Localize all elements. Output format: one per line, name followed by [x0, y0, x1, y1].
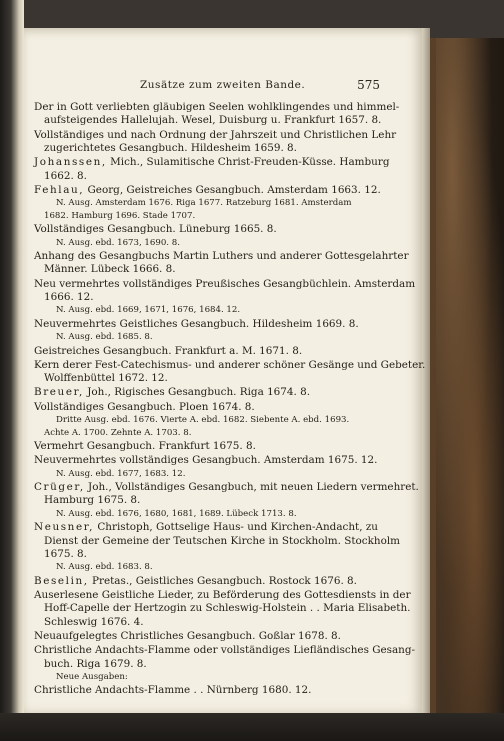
entry-text: Neuaufgelegtes Christliches Gesangbuch. Goßlar 1678. 8.	[34, 630, 341, 643]
entry-line	[34, 440, 390, 453]
entry-line	[34, 372, 390, 385]
bibliography-entry	[34, 277, 416, 317]
entry-line	[34, 481, 419, 494]
entry-line	[34, 616, 390, 629]
bibliography-entry	[34, 454, 390, 480]
entry-line	[34, 223, 390, 236]
entry-line	[34, 263, 390, 276]
edition-note-line	[34, 304, 390, 317]
bibliography-entry	[34, 589, 411, 629]
entry-line	[34, 101, 400, 114]
entry-line	[34, 644, 416, 657]
entry-line	[34, 575, 390, 588]
edition-note-line	[34, 671, 390, 684]
entry-line	[34, 128, 397, 142]
entry-line	[34, 589, 411, 602]
bibliography-entry	[34, 575, 390, 588]
entry-text: Neuvermehrtes Geistliches Gesangbuch. Hildesheim 1669. 8.	[34, 317, 359, 330]
author-name: Fehlau,	[34, 183, 85, 196]
entry-text: 1682. Hamburg 1696. Stade 1707.	[44, 210, 196, 221]
bibliography-entry	[34, 630, 390, 643]
entry-line	[34, 602, 411, 615]
bibliography-entry	[34, 644, 416, 683]
entry-line	[34, 534, 401, 548]
bibliography-entry	[34, 386, 390, 399]
entry-text: 1662. 8.	[44, 169, 87, 182]
edition-note-line	[34, 331, 390, 344]
running-head: Zusätze zum zweiten Bande.	[140, 79, 306, 91]
entry-line	[34, 291, 390, 304]
entry-text: Neue Ausgaben:	[56, 672, 128, 683]
page-number: 575	[357, 78, 380, 92]
author-name: Neusner,	[34, 521, 95, 534]
entry-text: Vollständiges Gesangbuch. Lüneburg 1665. 8.	[34, 223, 277, 236]
author-name: Beselin,	[34, 574, 89, 587]
entry-text: Pretas., Geistliches Gesangbuch. Rostock 1676. 8.	[88, 574, 357, 587]
edition-note-line	[34, 468, 390, 481]
entry-line	[34, 684, 390, 697]
author-name: Crüger,	[34, 481, 85, 494]
entry-text: N. Ausg. ebd. 1669, 1671, 1676, 1684. 12.	[56, 305, 241, 316]
entry-text: N. Ausg. ebd. 1673, 1690. 8.	[56, 237, 180, 248]
entry-line	[34, 401, 390, 414]
entry-text: Wolffenbüttel 1672. 12.	[44, 372, 168, 385]
bibliography-list	[34, 101, 426, 699]
entry-line	[34, 454, 390, 467]
entry-line	[34, 494, 390, 507]
background-surface	[0, 713, 504, 741]
entry-text: Geistreiches Gesangbuch. Frankfurt a. M. 1671. 8.	[34, 344, 303, 357]
entry-text: N. Ausg. ebd. 1683. 8.	[56, 562, 153, 573]
entry-text: Hamburg 1675. 8.	[44, 494, 141, 507]
author-name: Johanssen,	[34, 156, 107, 169]
entry-text: zugerichtetes Gesangbuch. Hildesheim 1659. 8.	[44, 142, 297, 155]
entry-text: Neu vermehrtes vollständiges Preußisches Gesangbüchlein. Amsterdam	[34, 277, 416, 290]
entry-text: 1666. 12.	[44, 291, 94, 304]
entry-text: buch. Riga 1679. 8.	[44, 657, 147, 670]
edition-note-line	[34, 210, 390, 223]
entry-text: Kern derer Fest-Catechismus- und anderer schöner Gesänge und Gebeter.	[34, 358, 426, 371]
entry-text: Christoph, Gottselige Haus- und Kirchen-Andacht, zu	[94, 521, 378, 534]
bibliography-entry	[34, 345, 390, 358]
entry-text: Hoff-Capelle der Hertzogin zu Schleswig-Holstein . . Maria Elisabeth.	[44, 602, 411, 615]
entry-text: Neuvermehrtes vollständiges Gesangbuch. Amsterdam 1675. 12.	[34, 454, 378, 467]
entry-text: N. Ausg. ebd. 1677, 1683. 12.	[56, 468, 186, 479]
entry-text: N. Ausg. ebd. 1676, 1680, 1681, 1689. Lübeck 1713. 8.	[56, 508, 297, 519]
entry-text: Dritte Ausg. ebd. 1676. Vierte A. ebd. 1682. Siebente A. ebd. 1693.	[56, 415, 350, 426]
edition-note-line	[34, 237, 390, 250]
cover-binding	[430, 38, 436, 713]
page-header	[40, 79, 380, 95]
entry-text: Vollständiges und nach Ordnung der Jahrszeit und Christlichen Lehr	[34, 128, 397, 141]
entry-line	[34, 170, 390, 183]
entry-text: Joh., Rigisches Gesangbuch. Riga 1674. 8.	[83, 386, 311, 399]
entry-line	[34, 277, 416, 291]
edition-note-line	[34, 414, 390, 427]
entry-line	[34, 358, 426, 372]
entry-line	[34, 345, 390, 358]
entry-line	[34, 521, 390, 534]
entry-line	[34, 250, 409, 263]
entry-text: Achte A. 1700. Zehnte A. 1703. 8.	[44, 427, 192, 438]
bibliography-entry	[34, 223, 390, 249]
entry-line	[34, 142, 390, 155]
bibliography-entry	[34, 684, 390, 697]
entry-text: Schleswig 1676. 4.	[44, 615, 144, 628]
bibliography-entry	[34, 481, 419, 520]
entry-line	[34, 114, 390, 127]
edition-note-line	[34, 561, 390, 574]
entry-text: Männer. Lübeck 1666. 8.	[44, 263, 176, 276]
bibliography-entry	[34, 128, 397, 156]
entry-text: Georg, Geistreiches Gesangbuch. Amsterdam 1663. 12.	[84, 183, 381, 196]
entry-text: Vollständiges Gesangbuch. Ploen 1674. 8.	[34, 400, 255, 413]
entry-text: Mich., Sulamitische Christ-Freuden-Küsse. Hamburg	[106, 156, 390, 169]
entry-text: Dienst der Gemeine der Teutschen Kirche in Stockholm. Stockholm	[44, 534, 401, 547]
bibliography-entry	[34, 440, 390, 453]
edition-note-line	[34, 508, 390, 521]
edition-note-line	[34, 197, 390, 210]
entry-text: N. Ausg. ebd. 1685. 8.	[56, 332, 153, 343]
entry-text: Auserlesene Geistliche Lieder, zu Beförderung des Gottesdiensts in der	[34, 589, 411, 602]
entry-line	[34, 184, 390, 197]
entry-text: N. Ausg. Amsterdam 1676. Riga 1677. Ratzeburg 1681. Amsterdam	[56, 198, 352, 209]
entry-text: Christliche Andachts-Flamme . . Nürnberg 1680. 12.	[34, 684, 312, 697]
entry-text: 1675. 8.	[44, 548, 87, 561]
entry-line	[34, 318, 390, 331]
bibliography-entry	[34, 101, 400, 128]
bibliography-entry	[34, 318, 390, 344]
entry-line	[34, 658, 390, 671]
entry-line	[34, 548, 390, 561]
entry-line	[34, 630, 390, 643]
entry-text: Joh., Vollständiges Gesangbuch, mit neuen Liedern vermehret.	[84, 481, 419, 494]
bibliography-entry	[34, 156, 390, 183]
entry-text: Christliche Andachts-Flamme oder vollständiges Liefländisches Gesang-	[34, 644, 416, 657]
entry-text: Der in Gott verliebten gläubigen Seelen wohlklingendes und himmel-	[34, 101, 400, 113]
bibliography-entry	[34, 358, 426, 386]
entry-line	[34, 156, 390, 169]
edition-note-line	[34, 427, 390, 440]
bibliography-entry	[34, 521, 401, 574]
author-name: Breuer,	[34, 386, 84, 399]
book-cover	[430, 38, 504, 713]
entry-line	[34, 386, 390, 399]
entry-text: aufsteigendes Hallelujah. Wesel, Duisburg u. Frankfurt 1657. 8.	[44, 114, 382, 127]
entry-text: Vermehrt Gesangbuch. Frankfurt 1675. 8.	[34, 440, 256, 453]
bibliography-entry	[34, 401, 390, 440]
bibliography-entry	[34, 184, 390, 223]
bibliography-entry	[34, 250, 409, 277]
entry-text: Anhang des Gesangbuchs Martin Luthers und anderer Gottesgelahrter	[34, 250, 409, 263]
left-page-edge	[0, 0, 24, 741]
